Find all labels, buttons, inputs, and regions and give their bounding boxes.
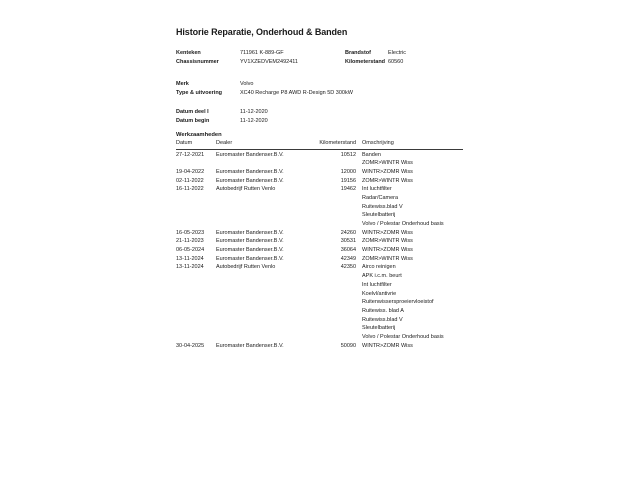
cell-dealer: Euromaster Bandenser.B.V. (216, 168, 284, 175)
registration-dates-block (176, 108, 466, 126)
cell-omschrijving: WINTR>ZOMR Wiss (362, 168, 413, 175)
datum-begin-value: 11-12-2020 (240, 118, 268, 124)
cell-dealer: Euromaster Bandenser.B.V. (216, 238, 284, 245)
cell-omschrijving: APK i.c.m. beurt (362, 273, 402, 280)
cell-omschrijving: Sleutelbatterij (362, 212, 396, 219)
page-title: Historie Reparatie, Onderhoud & Banden (176, 27, 348, 37)
column-header-kilometerstand: Kilometerstand (319, 140, 356, 146)
cell-dealer: Euromaster Bandenser.B.V. (216, 177, 284, 184)
werkzaamheden-rows (176, 151, 466, 351)
cell-datum: 19-04-2022 (176, 168, 205, 175)
cell-kilometerstand: 42349 (340, 255, 356, 262)
cell-omschrijving: Volvo / Polestar Onderhoud basis (362, 333, 444, 340)
table-row (176, 185, 466, 194)
table-row (176, 333, 466, 342)
table-row (176, 281, 466, 290)
datum-deel-label: Datum deel I (176, 109, 209, 115)
table-header-rule (176, 149, 463, 150)
info-row-merk (176, 80, 466, 89)
table-row (176, 298, 466, 307)
cell-omschrijving: Ruitenwissersproeiervloeistof (362, 299, 434, 306)
cell-dealer: Euromaster Bandenser.B.V. (216, 342, 284, 349)
cell-omschrijving: Koelvl/antivrie (362, 290, 397, 297)
cell-dealer: Euromaster Bandenser.B.V. (216, 229, 284, 236)
table-row (176, 316, 466, 325)
cell-kilometerstand: 10512 (340, 151, 356, 158)
cell-kilometerstand: 12000 (340, 168, 356, 175)
chassisnummer-value: YV1XZEDVEM2492411 (240, 59, 298, 65)
cell-omschrijving: WINTR>ZOMR Wiss (362, 247, 413, 254)
cell-datum: 27-12-2021 (176, 151, 205, 158)
cell-datum: 06-05-2024 (176, 247, 205, 254)
table-row (176, 151, 466, 160)
cell-omschrijving: Int luchtfilter (362, 186, 392, 193)
type-uitvoering-label: Type & uitvoering (176, 90, 223, 96)
type-uitvoering-value: XC40 Recharge P8 AWD R-Design 5D 300kW (240, 90, 353, 96)
werkzaamheden-table-header (176, 140, 466, 148)
table-row (176, 237, 466, 246)
vehicle-id-block (176, 49, 466, 67)
cell-omschrijving: ZOMR>WINTR Wiss (362, 238, 413, 245)
cell-kilometerstand: 50090 (340, 342, 356, 349)
cell-kilometerstand: 30531 (340, 238, 356, 245)
report-page (176, 27, 466, 350)
cell-kilometerstand: 24260 (340, 229, 356, 236)
kilometerstand-label: Kilometerstand (345, 59, 386, 65)
cell-omschrijving: Airco reinigen (362, 264, 396, 271)
cell-omschrijving: Int luchtfilter (362, 281, 392, 288)
cell-dealer: Euromaster Bandenser.B.V. (216, 151, 284, 158)
datum-begin-label: Datum begin (176, 118, 210, 124)
cell-omschrijving: Volvo / Polestar Onderhoud basis (362, 221, 444, 227)
cell-datum: 30-04-2025 (176, 342, 205, 349)
cell-omschrijving: Banden (362, 151, 381, 158)
brandstof-value: Electric (388, 50, 407, 56)
cell-omschrijving: ZOMR>WINTR Wiss (362, 177, 413, 184)
table-row (176, 255, 466, 264)
table-row (176, 290, 466, 299)
table-row (176, 159, 466, 168)
cell-dealer: Autobedrijf Rutten Venlo (216, 264, 276, 271)
info-row-datum-begin (176, 117, 466, 126)
vehicle-type-block (176, 80, 466, 98)
kilometerstand-value: 60560 (388, 59, 404, 65)
kenteken-label: Kenteken (176, 50, 201, 56)
table-row (176, 272, 466, 281)
table-row (176, 229, 466, 238)
cell-omschrijving: Sleutelbatterij (362, 325, 396, 332)
cell-datum: 21-11-2023 (176, 238, 204, 245)
cell-omschrijving: Ruitewiss. blad A (362, 307, 404, 314)
cell-omschrijving: ZOMR>WINTR Wiss (362, 160, 413, 167)
merk-value: Volvo (240, 81, 254, 87)
merk-label: Merk (176, 81, 189, 87)
table-row (176, 246, 466, 255)
kenteken-value: 711961 K-889-GF (240, 50, 284, 56)
cell-kilometerstand: 19462 (340, 186, 356, 193)
cell-dealer: Euromaster Bandenser.B.V. (216, 247, 284, 254)
datum-deel-value: 11-12-2020 (240, 109, 268, 115)
cell-omschrijving: Ruitewiss.blad V (362, 316, 403, 323)
cell-kilometerstand: 42350 (340, 264, 356, 271)
cell-omschrijving: ZOMR>WINTR Wiss (362, 255, 413, 262)
cell-omschrijving: WINTR>ZOMR Wiss (362, 342, 413, 349)
cell-datum: 13-11-2024 (176, 264, 204, 271)
cell-omschrijving: Radar/Camera (362, 194, 399, 201)
cell-dealer: Autobedrijf Rutten Venlo (216, 186, 276, 193)
column-header-omschrijving: Omschrijving (362, 140, 394, 146)
chassisnummer-label: Chassisnummer (176, 59, 219, 65)
cell-kilometerstand: 36064 (340, 247, 356, 254)
werkzaamheden-section-title: Werkzaamheden (176, 132, 222, 138)
table-row (176, 211, 466, 220)
table-row (176, 194, 466, 203)
table-row (176, 168, 466, 177)
cell-dealer: Euromaster Bandenser.B.V. (216, 255, 284, 262)
cell-kilometerstand: 19156 (340, 177, 356, 184)
cell-datum: 13-11-2024 (176, 255, 204, 262)
cell-datum: 02-11-2022 (176, 177, 204, 184)
cell-datum: 16-11-2022 (176, 186, 204, 193)
table-row (176, 263, 466, 272)
column-header-dealer: Dealer (216, 140, 233, 146)
cell-omschrijving: Ruitewiss.blad V (362, 203, 403, 210)
cell-datum: 16-05-2023 (176, 229, 205, 236)
info-row-kenteken-brandstof (176, 49, 466, 58)
info-row-type-uitvoering (176, 89, 466, 98)
info-row-chassis-kilometerstand (176, 58, 466, 67)
table-row (176, 307, 466, 316)
table-row (176, 342, 466, 351)
table-row (176, 220, 466, 229)
table-row (176, 203, 466, 212)
column-header-datum: Datum (176, 140, 193, 146)
cell-omschrijving: WINTR>ZOMR Wiss (362, 229, 413, 236)
brandstof-label: Brandstof (345, 50, 371, 56)
table-row (176, 324, 466, 333)
table-row (176, 177, 466, 186)
info-row-datum-deel (176, 108, 466, 117)
